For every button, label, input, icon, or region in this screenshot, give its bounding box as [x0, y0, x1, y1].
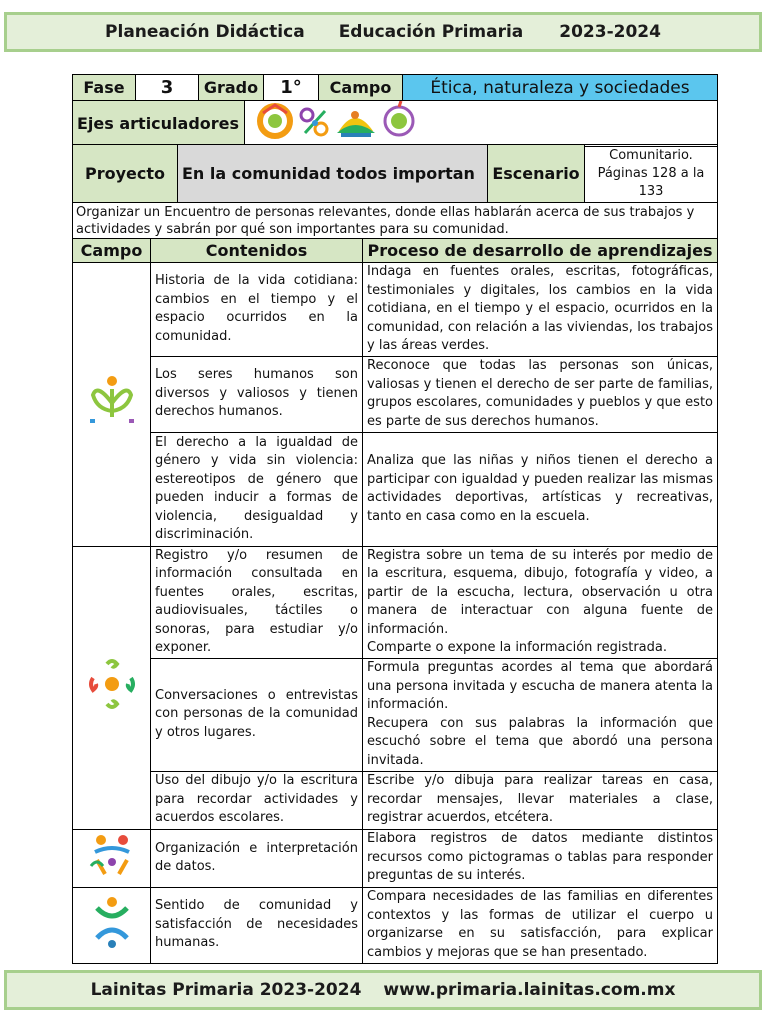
fase-value: 3	[136, 75, 199, 101]
vida-saludable-icon	[385, 101, 413, 135]
proceso-cell: Compara necesidades de las familias en diferentes contextos y las formas de utilizar el cuerpo u organizarse en su satisfacción, para explicar cambios y mejoras que se han presentado.	[363, 887, 718, 963]
table-row	[73, 432, 718, 546]
col-header-campo: Campo	[73, 239, 151, 263]
banner-year: 2023-2024	[559, 22, 661, 42]
proceso-cell: Reconoce que todas las personas son únicas, valiosas y tienen el derecho de ser parte de familias, grupos escolares, comunidades y pueblos y que esto es parte de sus derechos humanos.	[363, 356, 718, 432]
col-header-proceso: Proceso de desarrollo de aprendizajes	[363, 239, 718, 263]
inclusion-icon	[260, 105, 290, 136]
table-row	[73, 887, 718, 963]
table-row	[73, 356, 718, 432]
project-description: Organizar un Encuentro de personas relevantes, donde ellas hablarán acerca de sus trabajos y actividades y sabrán por qué son importantes para su comunidad.	[73, 203, 718, 239]
col-header-contenidos: Contenidos	[151, 239, 363, 263]
proyecto-value: En la comunidad todos importan	[178, 145, 488, 203]
campo-cell	[73, 829, 151, 887]
banner-title: Planeación Didáctica	[105, 22, 305, 42]
interculturalidad-icon	[337, 111, 375, 135]
ejes-table	[72, 100, 718, 147]
contenido-cell: Historia de la vida cotidiana: cambios en el tiempo y el espacio ocurridos en la comunidad.	[151, 263, 363, 357]
proceso-cell: Escribe y/o dibuja para realizar tareas en casa, recordar mensajes, llevar materiales a clase, registrar acuerdos, etcétera.	[363, 771, 718, 829]
top-banner	[4, 12, 762, 52]
contenido-cell: Los seres humanos son diversos y valiosos y tienen derechos humanos.	[151, 356, 363, 432]
campo-cell	[73, 263, 151, 547]
contenido-cell: Sentido de comunidad y satisfacción de necesidades humanas.	[151, 887, 363, 963]
fase-label: Fase	[73, 75, 136, 101]
campo-value: Ética, naturaleza y sociedades	[403, 75, 718, 101]
column-headers	[73, 239, 718, 263]
proceso-text: Formula preguntas acordes al tema que abordará una persona invitada y escucha de manera atenta la información.	[367, 660, 713, 712]
ejes-icon-strip	[255, 101, 425, 141]
info-table	[72, 74, 718, 101]
banner-level: Educación Primaria	[338, 22, 524, 42]
pensamiento-critico-icon	[301, 109, 327, 135]
footer-url: www.primaria.lainitas.com.mx	[383, 980, 676, 1000]
proceso-cell: Analiza que las niñas y niños tienen el derecho a participar con igualdad y pueden realizar las mismas actividades deportivas, artísticas y recreativas, tanto en casa como en la escuela.	[363, 432, 718, 546]
saberes-pensamiento-cientifico-icon	[87, 830, 137, 880]
proceso-cell	[363, 658, 718, 771]
proceso-cell	[363, 546, 718, 658]
lenguajes-icon	[87, 656, 137, 712]
footer-brand: Lainitas Primaria 2023-2024	[90, 980, 362, 1000]
table-row	[73, 829, 718, 887]
proyecto-table	[72, 144, 718, 203]
escenario-label: Escenario	[488, 145, 585, 203]
table-row	[73, 771, 718, 829]
proceso-text-2: Recupera con sus palabras la información que escuchó sobre el tema que abordó una persona invitada.	[367, 715, 713, 768]
proyecto-label: Proyecto	[73, 145, 178, 203]
etica-naturaleza-icon	[87, 373, 137, 429]
table-row	[73, 546, 718, 658]
contenidos-table	[72, 238, 718, 964]
proceso-cell: Indaga en fuentes orales, escritas, fotográficas, testimoniales y digitales, los cambios en la vida cotidiana, en el tiempo y el espacio, ocurridos en la comunidad, con relación a las viviendas, los trabajos y las áreas verdes.	[363, 263, 718, 357]
table-row	[73, 263, 718, 357]
grado-label: Grado	[199, 75, 264, 101]
contenido-cell: Conversaciones o entrevistas con personas de la comunidad y otros lugares.	[151, 658, 363, 771]
table-row	[73, 658, 718, 771]
proceso-cell: Elabora registros de datos mediante distintos recursos como pictogramas o tablas para responder preguntas de su interés.	[363, 829, 718, 887]
campo-cell	[73, 546, 151, 829]
campo-label: Campo	[319, 75, 403, 101]
contenido-cell: Registro y/o resumen de información consultada en fuentes orales, escritas, audiovisuales, táctiles o sonoras, para estudiar y/o exponer.	[151, 546, 363, 658]
proceso-text: Registra sobre un tema de su interés por medio de la escritura, esquema, dibujo, fotografía y video, a partir de la escucha, lectura, observación u otra manera de interactuar con alguna fuente de información.	[367, 547, 713, 637]
ejes-label: Ejes articuladores	[73, 101, 245, 147]
proceso-text-2: Comparte o expone la información registrada.	[367, 640, 667, 655]
footer-banner	[4, 970, 762, 1010]
contenido-cell: El derecho a la igualdad de género y vida sin violencia: estereotipos de género que pueden inducir a formas de violencia, desigualdad y discriminación.	[151, 432, 363, 546]
ejes-icons	[245, 101, 718, 147]
de-lo-humano-icon	[87, 894, 137, 950]
contenido-cell: Uso del dibujo y/o la escritura para recordar actividades y acuerdos escolares.	[151, 771, 363, 829]
contenido-cell: Organización e interpretación de datos.	[151, 829, 363, 887]
grado-value: 1°	[264, 75, 319, 101]
descripcion-table	[72, 202, 718, 239]
campo-cell	[73, 887, 151, 963]
escenario-value: Comunitario. Páginas 128 a la 133	[585, 145, 718, 203]
